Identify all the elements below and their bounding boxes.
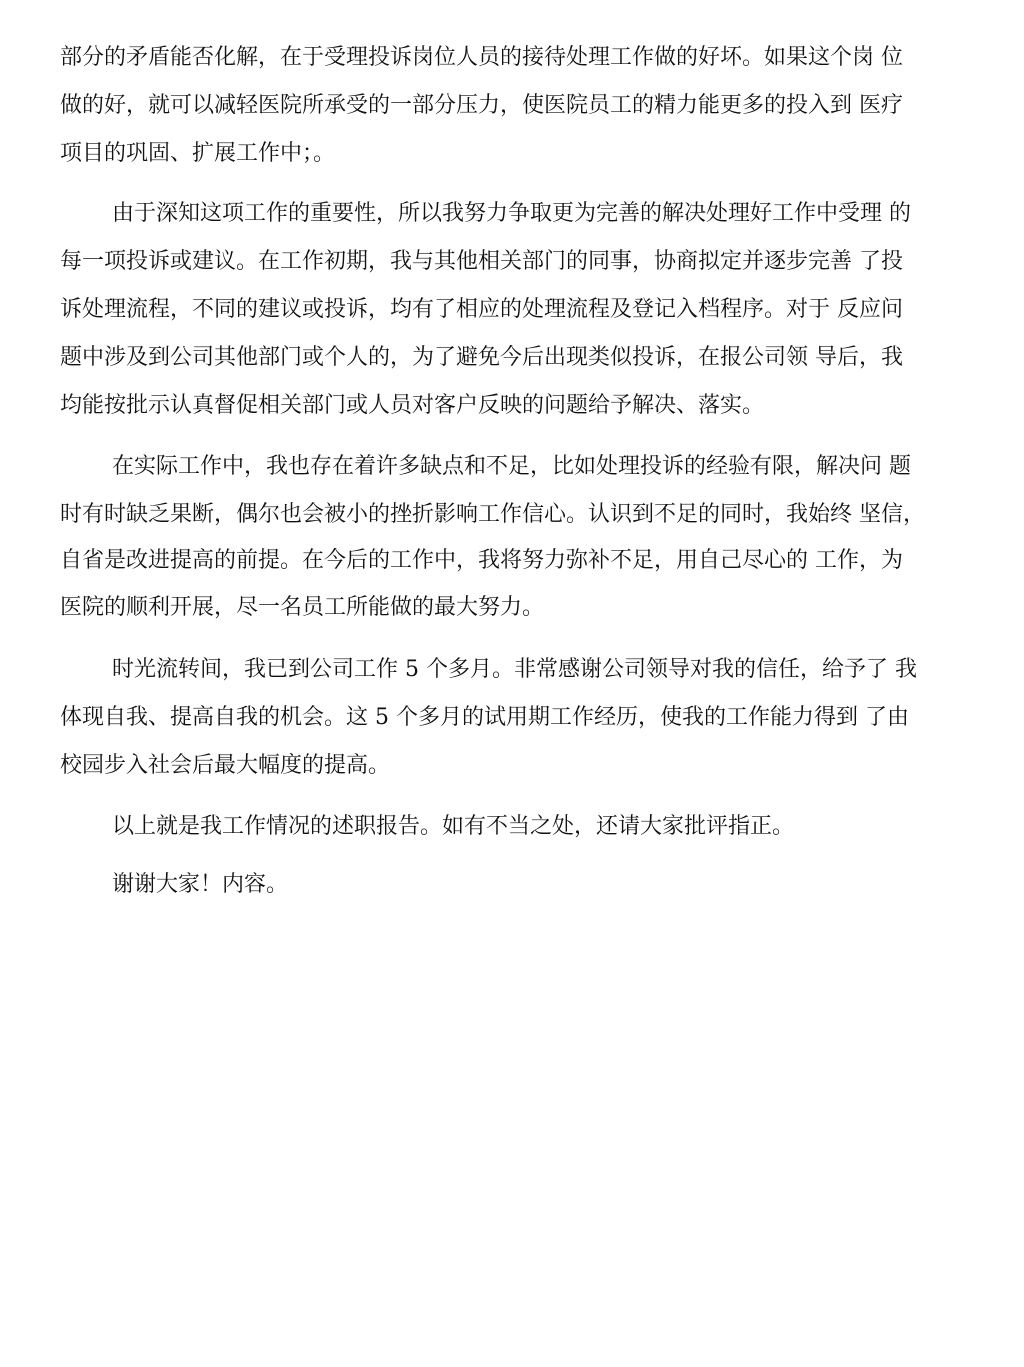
paragraph-line: 题中涉及到公司其他部门或个人的，为了避免今后出现类似投诉，在报公司领 导后，我: [60, 345, 903, 370]
paragraph-line: 在实际工作中，我也存在着许多缺点和不足，比如处理投诉的经验有限，解决问 题: [112, 454, 911, 479]
paragraph-line: 均能按批示认真督促相关部门或人员对客户反映的问题给予解决、落实。: [60, 393, 765, 418]
paragraph-line: 做的好，就可以减轻医院所承受的一部分压力，使医院员工的精力能更多的投入到 医疗: [60, 93, 903, 118]
paragraph-line: 每一项投诉或建议。在工作初期，我与其他相关部门的同事，协商拟定并逐步完善 了投: [60, 249, 903, 274]
paragraph-line: 诉处理流程，不同的建议或投诉，均有了相应的处理流程及登记入档程序。对于 反应问: [60, 297, 903, 322]
paragraph-line: 时光流转间，我已到公司工作 5 个多月。非常感谢公司领导对我的信任，给予了 我: [112, 657, 917, 682]
paragraph-line: 项目的巩固、扩展工作中；。: [60, 141, 336, 166]
paragraph-line: 自省是改进提高的前提。在今后的工作中，我将努力弥补不足，用自己尽心的 工作，为: [60, 548, 903, 573]
paragraph-line: 以上就是我工作情况的述职报告。如有不当之处，还请大家批评指正。: [112, 814, 795, 839]
paragraph-line: 体现自我、提高自我的机会。这 5 个多月的试用期工作经历，使我的工作能力得到 了由: [60, 705, 909, 730]
paragraph-line: 校园步入社会后最大幅度的提高。: [60, 753, 391, 778]
paragraph-line: 谢谢大家！内容。: [112, 872, 289, 897]
paragraph-line: 部分的矛盾能否化解，在于受理投诉岗位人员的接待处理工作做的好坏。如果这个岗 位: [60, 45, 903, 70]
paragraph-line: 时有时缺乏果断，偶尔也会被小的挫折影响工作信心。认识到不足的同时，我始终 坚信，: [60, 502, 925, 527]
paragraph-line: 医院的顺利开展，尽一名员工所能做的最大努力。: [60, 595, 545, 620]
paragraph-line: 由于深知这项工作的重要性，所以我努力争取更为完善的解决处理好工作中受理 的: [112, 201, 911, 226]
